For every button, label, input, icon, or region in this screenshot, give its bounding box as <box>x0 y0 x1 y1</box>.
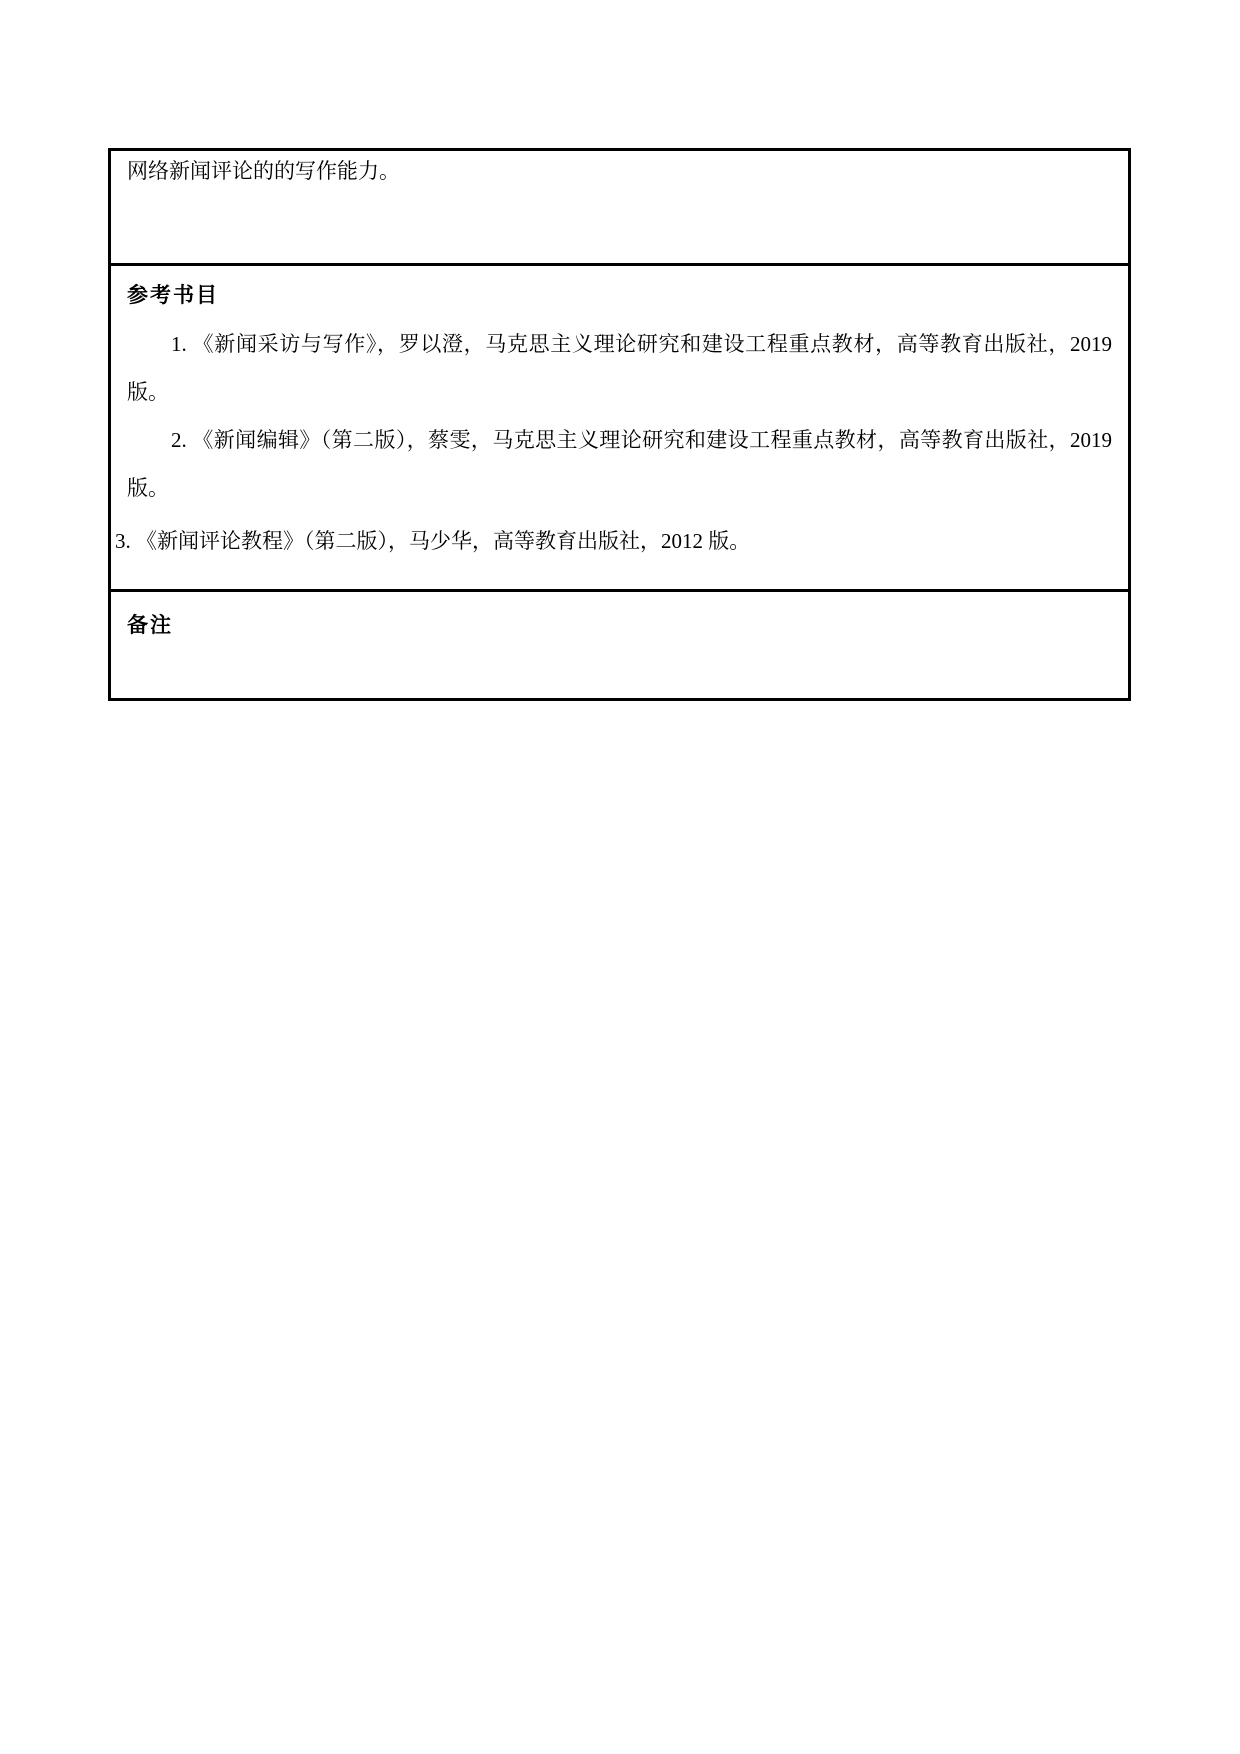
continuation-text: 网络新闻评论的的写作能力。 <box>127 159 400 183</box>
references-row <box>111 266 1128 592</box>
continuation-row <box>111 151 1128 266</box>
references-heading: 参考书目 <box>127 283 219 307</box>
syllabus-table <box>108 148 1131 701</box>
reference-item-2: 2. 《新闻编辑》（第二版），蔡雯，马克思主义理论研究和建设工程重点教材，高等教育出版社，2019 版。 <box>127 428 1112 500</box>
reference-item-1: 1. 《新闻采访与写作》，罗以澄，马克思主义理论研究和建设工程重点教材，高等教育出版社，2019 版。 <box>127 332 1112 404</box>
remarks-row <box>111 592 1128 698</box>
remarks-heading: 备注 <box>127 613 173 637</box>
reference-item-3: 3. 《新闻评论教程》（第二版），马少华，高等教育出版社，2012 版。 <box>115 529 751 553</box>
